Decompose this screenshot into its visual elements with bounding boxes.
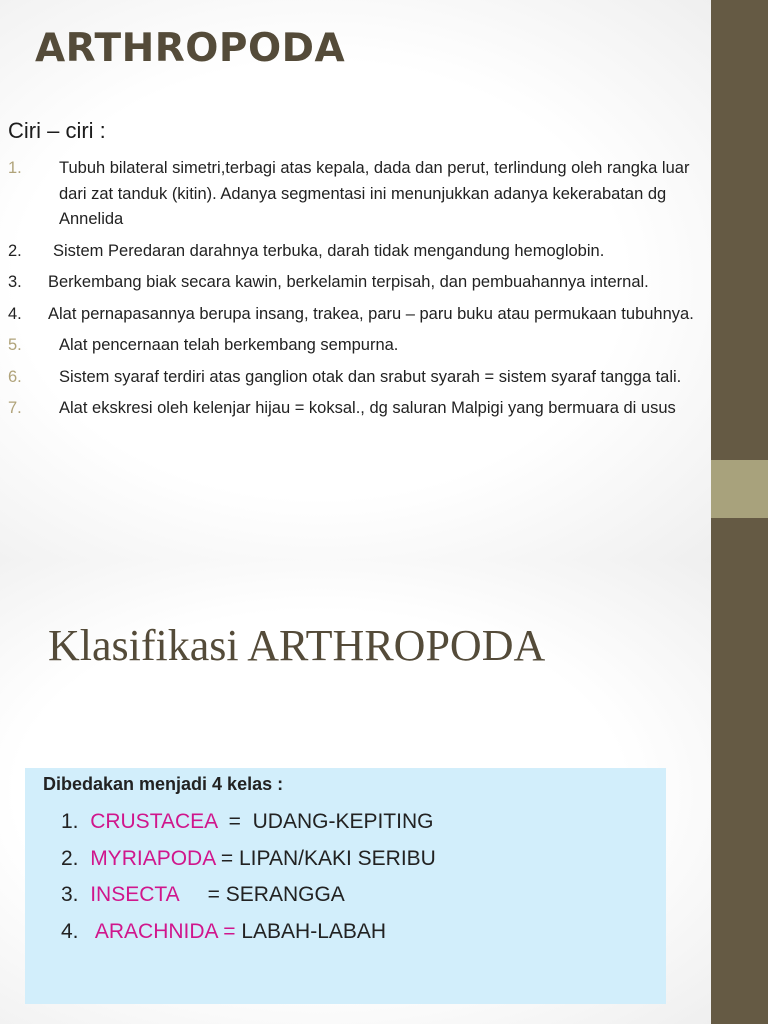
class-name: MYRIAPODA [90,846,216,870]
class-description: LIPAN/KAKI SERIBU [239,846,436,870]
class-name: CRUSTACEA [90,810,217,833]
list-item [8,365,710,391]
class-list [61,806,436,952]
list-item [8,333,710,359]
class-description: SERANGGA [225,883,345,906]
list-item-number: 7. [8,399,22,417]
class-separator: = [178,883,226,906]
list-item [8,239,710,265]
list-item-number: 4. [8,304,22,323]
class-number: 4. [61,919,79,943]
classification-title: Klasifikasi ARTHROPODA [48,621,546,670]
characteristics-heading: Ciri – ciri : [8,118,106,143]
class-number: 1. [61,810,79,833]
list-item-text: Sistem syaraf terdiri atas ganglion otak dan srabut syarah = sistem syaraf tangga tali. [59,367,682,386]
class-number: 2. [61,846,79,870]
class-separator: = [217,810,253,833]
characteristics-list [8,156,710,428]
list-item-number: 2. [8,241,22,260]
list-item-text: Tubuh bilateral simetri,terbagi atas kepala, dada dan perut, terlindung oleh rangka luar dari zat tanduk (kitin). Adanya segmentasi ini menunjukkan adanya kekerabatan dg Annelida [59,159,690,228]
classification-heading: Dibedakan menjadi 4 kelas : [43,774,284,794]
class-name: ARACHNIDA = [94,919,236,943]
classification-box [25,768,666,1004]
class-separator: = [215,846,239,870]
list-item-text: Sistem Peredaran darahnya terbuka, darah tidak mengandung hemoglobin. [53,241,605,260]
slide-title: ARTHROPODA [35,26,346,71]
list-item-text: Alat ekskresi oleh kelenjar hijau = koksal., dg saluran Malpigi yang bermuara di usus [59,399,676,417]
list-item [8,302,710,328]
class-item [61,843,436,880]
class-description: UDANG-KEPITING [252,810,434,833]
list-item-number: 1. [8,159,22,177]
list-item-number: 3. [8,273,22,291]
class-item [61,916,436,953]
list-item-text: Alat pencernaan telah berkembang sempurna. [59,336,399,354]
class-item [61,879,436,916]
list-item [8,156,710,233]
list-item-number: 6. [8,367,22,386]
list-item [8,270,710,296]
class-name: INSECTA [90,883,179,906]
class-number: 3. [61,883,79,906]
class-description: LABAH-LABAH [241,919,387,943]
list-item [8,396,710,422]
list-item-number: 5. [8,336,22,354]
class-item [61,806,436,843]
list-item-text: Berkembang biak secara kawin, berkelamin terpisah, dan pembuahannya internal. [48,273,649,291]
list-item-text: Alat pernapasannya berupa insang, trakea, paru – paru buku atau permukaan tubuhnya. [48,304,694,323]
sidebar-accent-band [711,460,768,518]
